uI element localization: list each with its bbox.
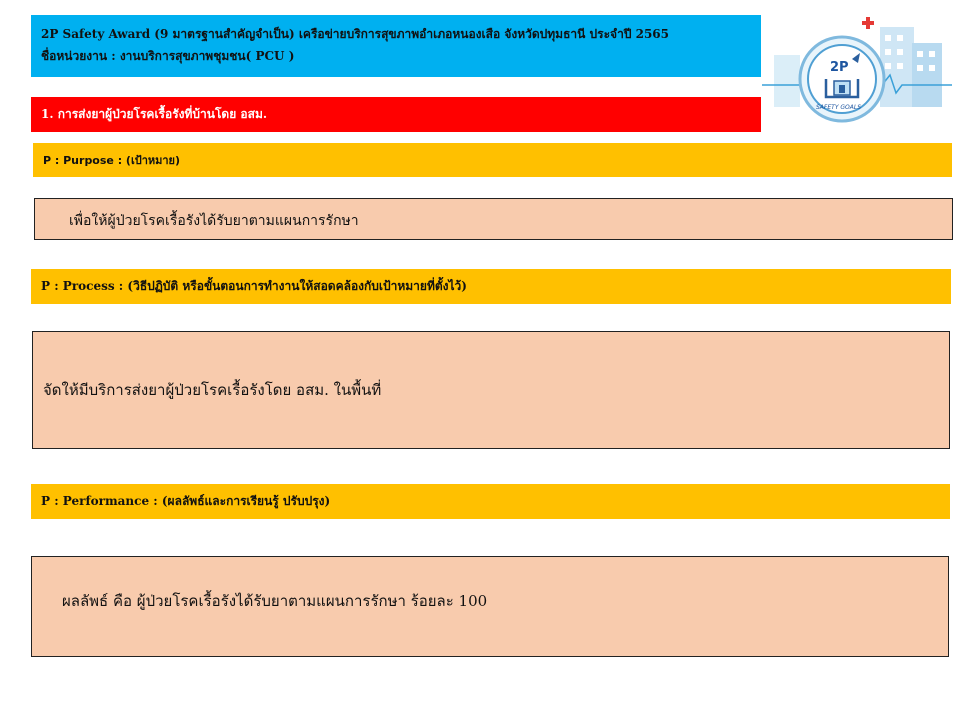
performance-box xyxy=(31,556,949,657)
logo-subtext: SAFETY GOALS xyxy=(816,104,862,111)
performance-header xyxy=(31,484,950,519)
logo-text: 2P xyxy=(830,60,849,75)
header-title: 2P Safety Award (9 มาตรฐานสำคัญจำเป็น) เครือข่ายบริการสุขภาพอำเภอหนองเสือ จังหวัดปทุมธานี ประจำปี 2565 xyxy=(41,27,670,41)
safety-goals-logo xyxy=(762,15,952,139)
process-label: P : Process : (วิธีปฏิบัติ หรือขั้นตอนการทำงานให้สอดคล้องกับเป้าหมายที่ตั้งไว้) xyxy=(41,279,467,293)
process-text: จัดให้มีบริการส่งยาผู้ป่วยโรคเรื้อรังโดย อสม. ในพื้นที่ xyxy=(43,381,382,399)
purpose-text: เพื่อให้ผู้ป่วยโรคเรื้อรังได้รับยาตามแผนการรักษา xyxy=(69,213,359,229)
performance-label: P : Performance : (ผลลัพธ์และการเรียนรู้ ปรับปรุง) xyxy=(41,494,331,508)
header-unit: ชื่อหน่วยงาน : งานบริการสุขภาพชุมชน( PCU ) xyxy=(41,49,295,63)
page-header xyxy=(31,15,761,77)
performance-text: ผลลัพธ์ คือ ผู้ป่วยโรคเรื้อรังได้รับยาตามแผนการรักษา ร้อยละ 100 xyxy=(62,592,488,610)
purpose-header xyxy=(33,143,952,177)
purpose-label: P : Purpose : (เป้าหมาย) xyxy=(43,154,181,167)
item-title-bar xyxy=(31,97,761,132)
item-title: 1. การส่งยาผู้ป่วยโรคเรื้อรังที่บ้านโดย อสม. xyxy=(41,107,268,121)
process-box xyxy=(32,331,950,449)
process-header xyxy=(31,269,951,304)
purpose-box xyxy=(34,198,953,240)
hospital-logo-icon xyxy=(762,15,952,139)
